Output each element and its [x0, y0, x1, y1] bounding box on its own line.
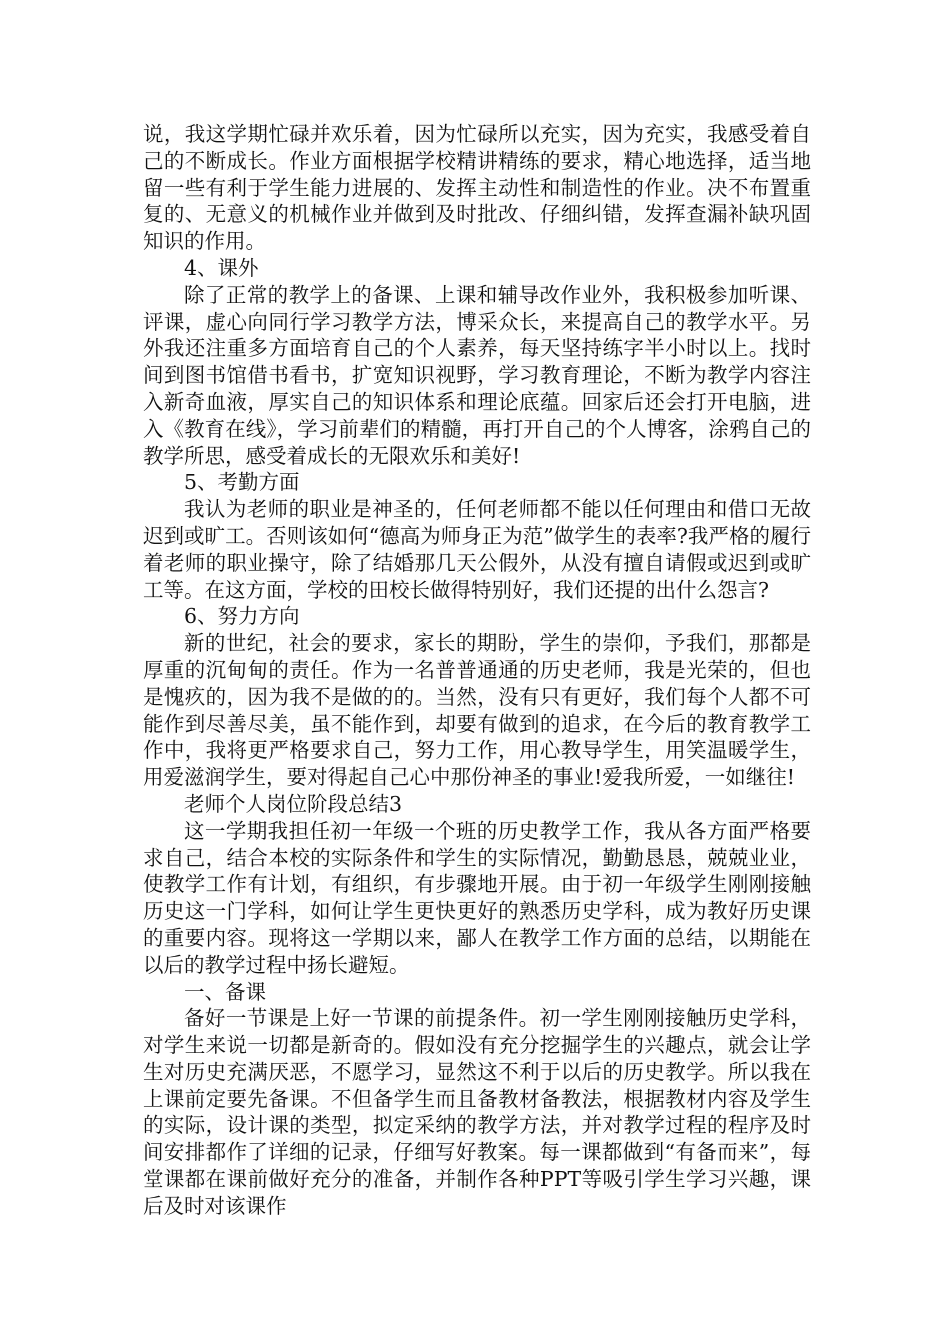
paragraph-intro: 这一学期我担任初一年级一个班的历史教学工作，我从各方面严格要求自己，结合本校的实际条件和学生的实际情况，勤勤恳恳，兢兢业业，使教学工作有计划，有组织，有步骤地开展。由于初一年级学生刚刚接触历史这一门学科，如何让学生更快更好的熟悉历史学科，成为教好历史课的重要内容。现将这一学期以来，鄙人在教学工作方面的总结，以期能在以后的教学过程中扬长避短。: [143, 818, 811, 977]
paragraph-homework: 说，我这学期忙碌并欢乐着，因为忙碌所以充实，因为充实，我感受着自己的不断成长。作业方面根据学校精讲精练的要求，精心地选择，适当地留一些有利于学生能力进展的、发挥主动性和制造性的作业。决不布置重复的、无意义的机械作业并做到及时批改、仔细纠错，发挥查漏补缺巩固知识的作用。: [143, 122, 811, 254]
heading-extracurricular: 4、课外: [184, 255, 259, 280]
paragraph-direction: 新的世纪，社会的要求，家长的期盼，学生的崇仰，予我们，那都是厚重的沉甸甸的责任。作为一名普普通通的历史老师，我是光荣的，但也是愧疚的，因为我不是做的的。当然，没有只有更好，我们每个人都不可能作到尽善尽美，虽不能作到，却要有做到的追求，在今后的教育教学工作中，我将更严格要求自己，努力工作，用心教导学生，用笑温暖学生，用爱滋润学生，要对得起自己心中那份神圣的事业!爱我所爱，一如继往!: [143, 631, 811, 790]
section-title-summary-3: 老师个人岗位阶段总结3: [184, 791, 403, 816]
document-body: [143, 121, 811, 1220]
heading-attendance: 5、考勤方面: [184, 470, 300, 495]
paragraph-extracurricular: 除了正常的教学上的备课、上课和辅导改作业外，我积极参加听课、评课，虚心向同行学习教学方法，博采众长，来提高自己的教学水平。另外我还注重多方面培育自己的个人素养，每天坚持练字半小时以上。找时间到图书馆借书看书，扩宽知识视野，学习教育理论，不断为教学内容注入新奇血液，厚实自己的知识体系和理论底蕴。回家后还会打开电脑，进入《教育在线》，学习前辈们的精髓，再打开自己的个人博客，涂鸦自己的教学所思，感受着成长的无限欢乐和美好!: [143, 282, 811, 468]
heading-lesson-prep: 一、备课: [184, 979, 266, 1004]
paragraph-lesson-prep: 备好一节课是上好一节课的前提条件。初一学生刚刚接触历史学科，对学生来说一切都是新奇的。假如没有充分挖掘学生的兴趣点，就会让学生对历史充满厌恶，不愿学习，显然这不利于以后的历史教学。所以我在上课前定要先备课。不但备学生而且备教材备教法，根据教材内容及学生的实际，设计课的类型，拟定采纳的教学方法，并对教学过程的程序及时间安排都作了详细的记录，仔细写好教案。每一课都做到“有备而来”，每堂课都在课前做好充分的准备，并制作各种PPT等吸引学生学习兴趣，课后及时对该课作: [143, 1006, 811, 1218]
paragraph-attendance: 我认为老师的职业是神圣的，任何老师都不能以任何理由和借口无故迟到或旷工。否则该如何“德高为师身正为范”做学生的表率?我严格的履行着老师的职业操守，除了结婚那几天公假外，从没有擅自请假或迟到或旷工等。在这方面，学校的田校长做得特别好，我们还提的出什么怨言?: [143, 497, 811, 602]
heading-direction: 6、努力方向: [184, 604, 300, 629]
